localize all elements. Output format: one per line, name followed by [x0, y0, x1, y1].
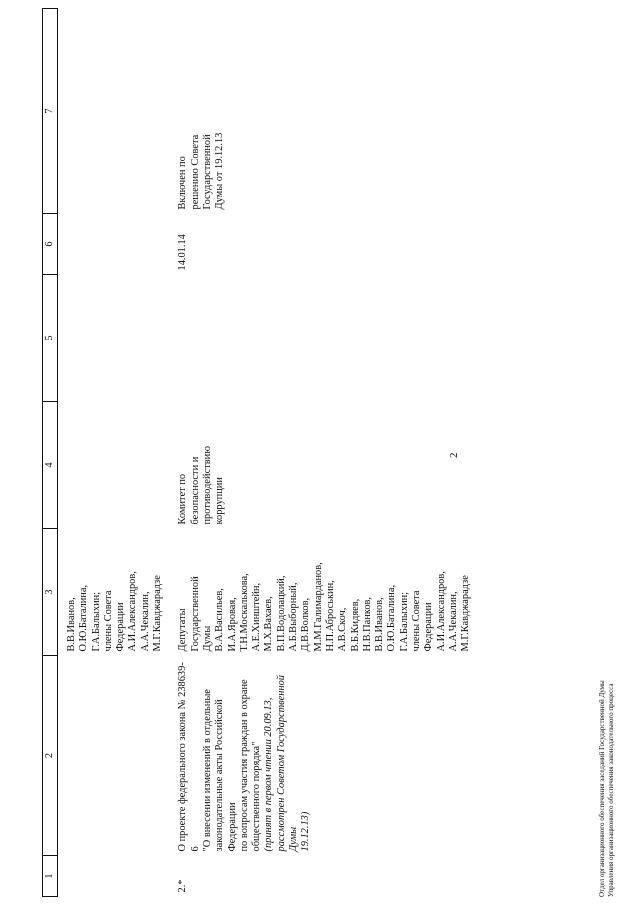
- footer-line-1: Отдел организационного обеспечения заседаний Государственной Думы: [598, 680, 606, 897]
- column-header-3: 3: [43, 529, 58, 656]
- column-number-row: [43, 9, 58, 897]
- continued-row: [58, 9, 165, 897]
- column-header-7: 7: [43, 9, 58, 214]
- column-header-5: 5: [43, 275, 58, 402]
- bill-cell: [164, 656, 472, 856]
- column-header-1: 1: [43, 856, 58, 897]
- bill-note: (принят в первом чтении 20.09.13, рассмотрен Советом Государственной Думы 19.12.13): [263, 675, 312, 852]
- bill-title: О проекте федерального закона № 238639-6 "О внесении изменений в отдельные законодательные акты Российской Федерации по вопросам участия граждан в охране общественного порядка": [177, 662, 263, 852]
- column-5-cell: [164, 275, 472, 402]
- bill-authors: Депутаты Государственной Думы В.А.Васильев, И.А.Яровая, Т.Н.Москалькова, А.Е.Хинштейн, М.Х.Вахаев, В.П.Водолацкий, А.Б.Выборный, Д.В.Волков, М.М.Галимарданов, Н.П.Аброськин, А.В.Скоч, В.Б.Кидяев, Н.В.Панков, В.В.Иванов, О.Ю.Баталина, Г.А.Балыхин; члены Совета Федерации А.И.Александров, А.А.Чекалин, М.Г.Кавджарадзе: [177, 562, 472, 652]
- agenda-table: [42, 8, 473, 897]
- decision-cell: Включен по решению Совета Государственной Думы от 19.12.13: [177, 132, 226, 210]
- footer-line-2: Управления организационного обеспечения законодательного процесса: [607, 683, 615, 897]
- responsible-committee: Комитет по безопасности и противодействию коррупции: [177, 446, 226, 525]
- page-number-text: 2: [448, 452, 460, 458]
- date-cell: 14.01.14: [177, 234, 189, 271]
- table-row: [164, 9, 472, 897]
- column-header-4: 4: [43, 402, 58, 529]
- footer: [598, 680, 616, 897]
- column-header-2: 2: [43, 656, 58, 856]
- item-number: 2.*: [177, 879, 189, 893]
- column-header-6: 6: [43, 214, 58, 275]
- continued-authors: В.В.Иванов, О.Ю.Баталина, Г.А.Балыхин; члены Совета Федерации А.И.Александров, А.А.Чекалин, М.Г.Кавджарадзе: [66, 571, 164, 652]
